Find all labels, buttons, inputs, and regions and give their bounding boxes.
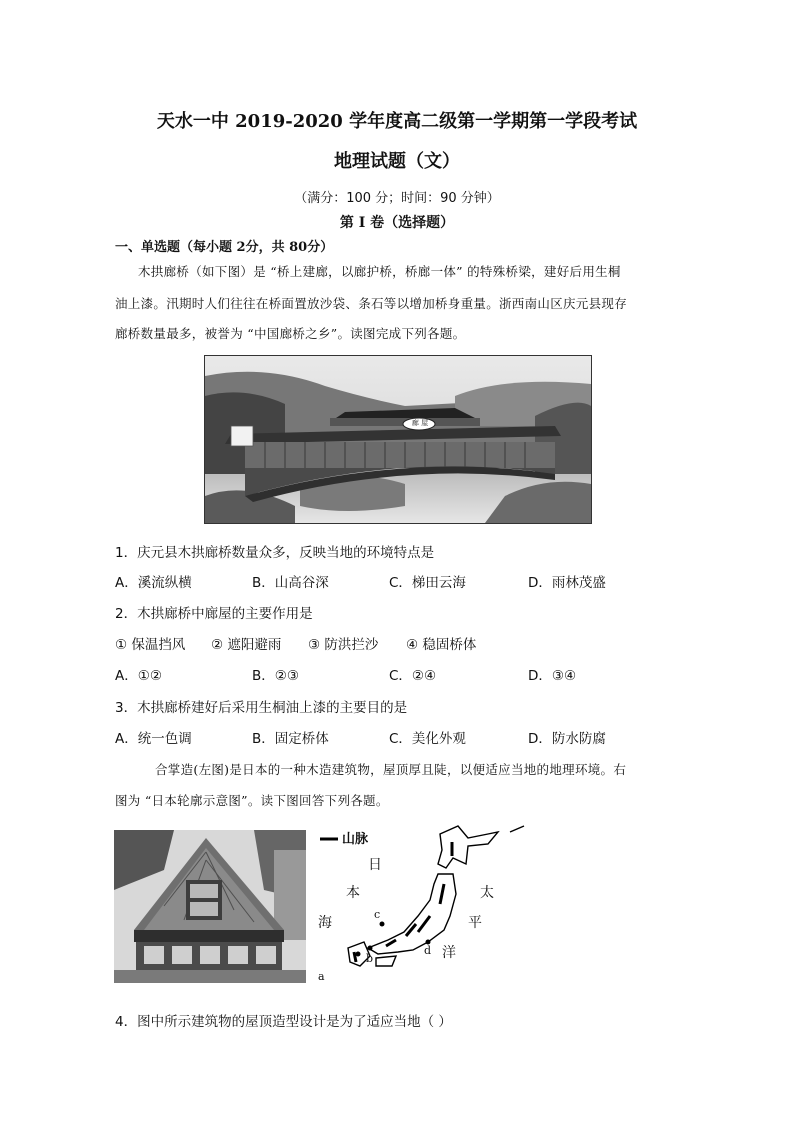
covered-bridge-photo [204, 355, 592, 524]
section-heading: 一、单选题（每小题 2分，共 80分） [115, 240, 334, 255]
question-1-stem: 1．庆元县木拱廊桥数量众多，反映当地的环境特点是 [115, 545, 435, 561]
hokkaido-outline [438, 826, 498, 868]
corridor-label: 廊 屋 [411, 419, 429, 427]
passage2-line1: 合掌造(左图)是日本的一种木造建筑物，屋顶厚且陡，以便适应当地的地理环境。右 [155, 762, 627, 777]
point-a-label: a [318, 970, 325, 983]
q2-choice-2: ② 遮阳避雨 [211, 637, 282, 653]
pacific-label-3: 洋 [442, 945, 456, 961]
q1-option-a: A．溪流纵横 [115, 575, 192, 591]
passage1-line2: 油上漆。汛期时人们往往在桥面置放沙袋、条石等以增加桥身重量。浙西南山区庆元县现存 [115, 296, 628, 311]
covered-bridge-image [205, 356, 591, 523]
japan-outline-map [318, 824, 528, 986]
question-4-stem: 4．图中所示建筑物的屋顶造型设计是为了适应当地（ ） [115, 1014, 452, 1030]
gassho-house-image [114, 830, 306, 983]
part-heading: 第 I 卷（选择题） [339, 215, 455, 231]
q2-choice-4: ④ 稳固桥体 [406, 637, 477, 653]
passage1-line3: 廊桥数量最多，被誉为 “中国廊桥之乡”。读图完成下列各题。 [115, 326, 466, 341]
sea-of-japan-label-2: 本 [346, 885, 360, 901]
q3-option-a: A．统一色调 [115, 731, 192, 747]
passage1-line1: 木拱廊桥（如下图）是 “桥上建廊，以廊护桥，桥廊一体” 的特殊桥梁，建好后用生桐 [138, 264, 621, 279]
question-2-stem: 2．木拱廊桥中廊屋的主要作用是 [115, 606, 313, 622]
q2-option-c: C．②④ [389, 668, 437, 684]
sea-of-japan-label-1: 日 [368, 857, 382, 873]
point-d-label: d [424, 944, 432, 957]
q2-option-a: A．①② [115, 668, 162, 684]
map-legend-label: 山脉 [342, 832, 369, 847]
score-info: （满分：100 分；时间：90 分钟） [294, 191, 500, 206]
question-3-stem: 3．木拱廊桥建好后采用生桐油上漆的主要目的是 [115, 700, 408, 716]
gassho-house-photo [114, 830, 306, 983]
q1-option-b: B．山高谷深 [252, 575, 329, 591]
passage2-line2: 图为 “日本轮廓示意图”。读下图回答下列各题。 [115, 793, 389, 808]
pacific-label-2: 平 [468, 915, 482, 931]
q3-option-d: D．防水防腐 [528, 731, 606, 747]
q1-option-d: D．雨林茂盛 [528, 575, 606, 591]
q2-choice-1: ① 保温挡风 [115, 637, 186, 653]
q1-option-c: C．梯田云海 [389, 575, 466, 591]
point-c-label: c [374, 908, 381, 921]
sea-of-japan-label-3: 海 [318, 915, 332, 931]
q3-option-c: C．美化外观 [389, 731, 466, 747]
exam-subtitle: 地理试题（文） [334, 151, 460, 172]
exam-title: 天水一中 2019-2020 学年度高二级第一学期第一学段考试 [156, 111, 638, 132]
q2-option-d: D．③④ [528, 668, 577, 684]
q2-choice-3: ③ 防洪拦沙 [308, 637, 379, 653]
shikoku-outline [376, 956, 396, 966]
q2-option-b: B．②③ [252, 668, 299, 684]
pacific-label-1: 太 [480, 885, 494, 901]
point-b-label: b [366, 952, 374, 965]
q3-option-b: B．固定桥体 [252, 731, 329, 747]
japan-map-drawing [318, 824, 528, 986]
